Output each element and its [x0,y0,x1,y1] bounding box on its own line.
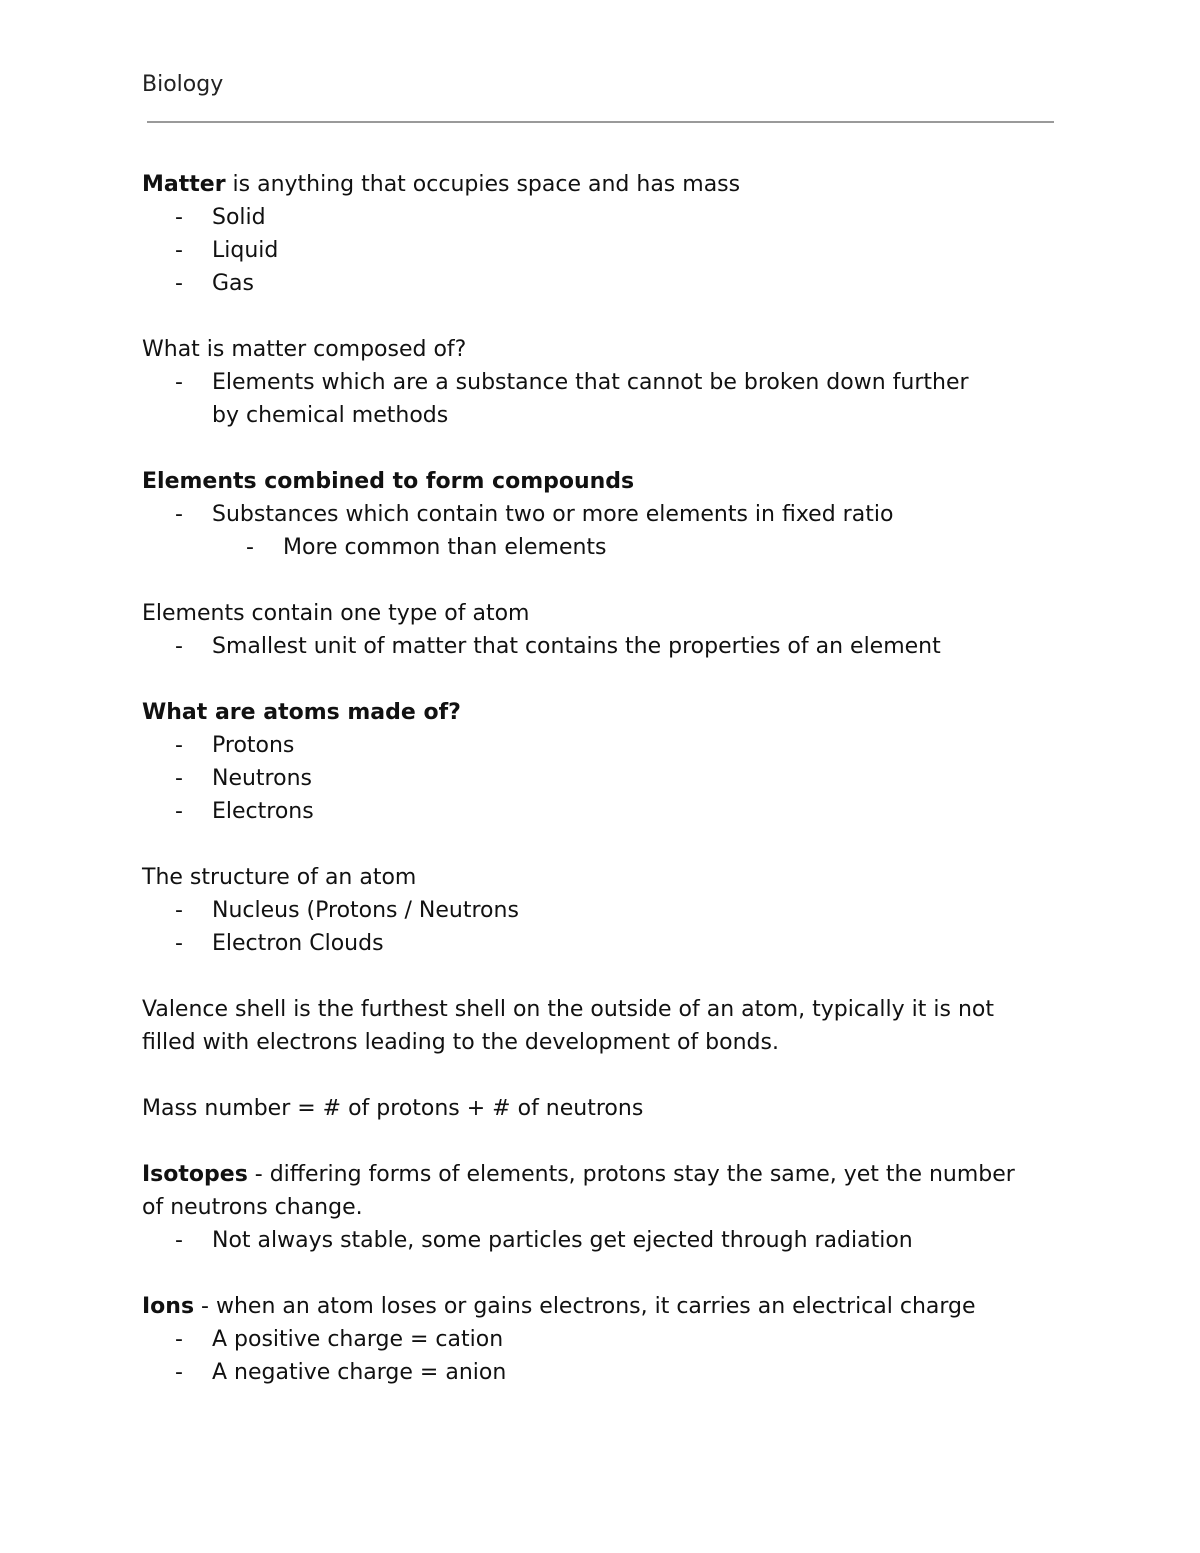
list-item-text: A positive charge = cation [212,1327,504,1352]
composed-heading: What is matter composed of? [142,337,467,362]
mass-number-formula: Mass number = # of protons + # of neutrons [142,1096,644,1121]
list-item-text: More common than elements [283,535,607,560]
compounds-heading: Elements combined to form compounds [142,469,635,494]
bullet-dash: - [175,238,183,263]
matter-definition-text: is anything that occupies space and has mass [225,172,741,197]
list-item-text: Solid [212,205,266,230]
list-item-text: Gas [212,271,254,296]
list-item-text: A negative charge = anion [212,1360,507,1385]
list-item [142,795,1072,828]
bullet-dash: - [175,205,183,230]
ions-definition-text: - when an atom loses or gains electrons, it carries an electrical charge [194,1294,976,1319]
list-item-text: Neutrons [212,766,312,791]
bullet-dash: - [246,535,254,560]
ions-definition [142,1290,1072,1323]
list-item [142,201,1072,234]
list-item-text: Smallest unit of matter that contains the properties of an element [212,634,941,659]
bullet-dash: - [175,799,183,824]
matter-term: Matter [142,172,226,197]
list-item [142,366,1072,399]
list-item-text: Elements which are a substance that cannot be broken down further [212,370,969,395]
bullet-dash: - [175,1228,183,1253]
bullet-dash: - [175,271,183,296]
bullet-dash: - [175,766,183,791]
list-item [142,267,1072,300]
bullet-dash: - [175,370,183,395]
list-item-text: Substances which contain two or more elements in fixed ratio [212,502,894,527]
bullet-dash: - [175,1360,183,1385]
list-item [142,762,1072,795]
valence-paragraph-line1: Valence shell is the furthest shell on the outside of an atom, typically it is not [142,997,994,1022]
isotopes-term: Isotopes [142,1162,248,1187]
list-item [142,894,1072,927]
bullet-dash: - [175,931,183,956]
isotopes-definition [142,1158,1072,1191]
structure-heading: The structure of an atom [142,865,417,890]
bullet-dash: - [175,733,183,758]
list-item [142,498,1072,531]
list-item-text: Not always stable, some particles get ejected through radiation [212,1228,913,1253]
isotopes-definition-text: - differing forms of elements, protons stay the same, yet the number [247,1162,1015,1187]
list-item [142,927,1072,960]
list-item [142,234,1072,267]
list-item-text: Nucleus (Protons / Neutrons [212,898,519,923]
matter-definition [142,168,1072,201]
page-header-title: Biology [142,72,224,97]
list-item-text: Electrons [212,799,314,824]
list-item [142,729,1072,762]
list-item [142,1224,1072,1257]
sub-list-item [142,531,1072,564]
bullet-dash: - [175,634,183,659]
list-item-text: Liquid [212,238,279,263]
list-item-continuation [142,399,1072,432]
list-item [142,1323,1072,1356]
list-item-text: Electron Clouds [212,931,384,956]
list-item-text: by chemical methods [212,403,449,428]
ions-term: Ions [142,1294,195,1319]
atom-type-heading: Elements contain one type of atom [142,601,530,626]
list-item [142,1356,1072,1389]
bullet-dash: - [175,502,183,527]
header-divider [147,121,1054,123]
list-item-text: Protons [212,733,295,758]
valence-paragraph-line2: filled with electrons leading to the development of bonds. [142,1030,779,1055]
document-body [142,168,1072,1389]
isotopes-definition-line2: of neutrons change. [142,1195,363,1220]
bullet-dash: - [175,1327,183,1352]
bullet-dash: - [175,898,183,923]
atoms-made-heading: What are atoms made of? [142,700,461,725]
list-item [142,630,1072,663]
